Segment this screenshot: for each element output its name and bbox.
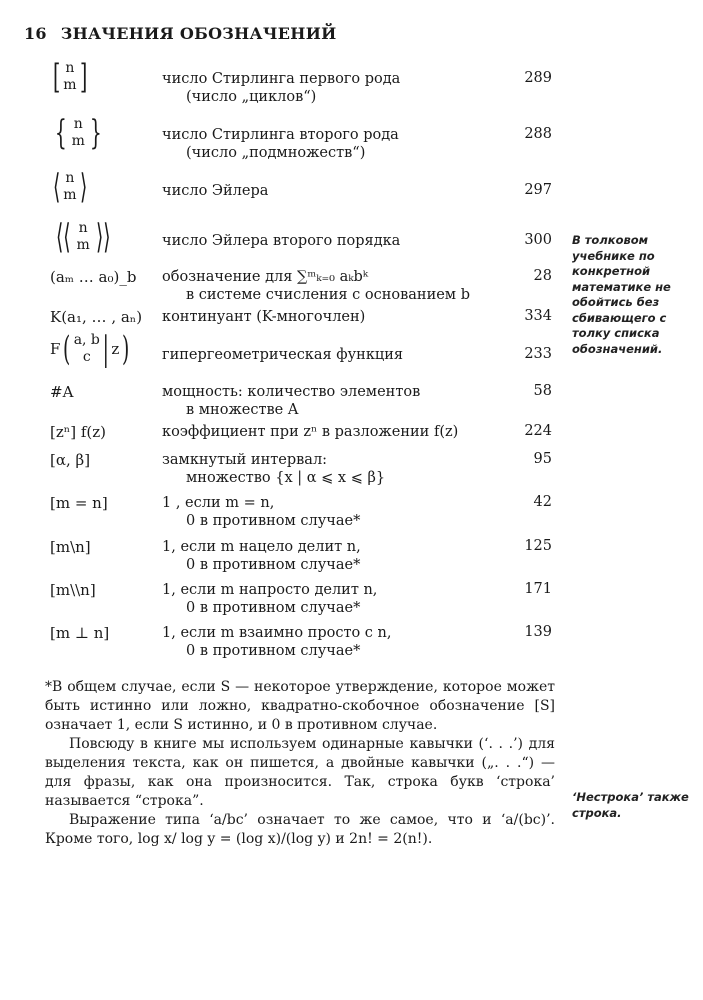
- entry-description: континуант (K-многочлен): [162, 309, 366, 325]
- entry-description: замкнутый интервал: множество {x | α ⩽ x ⩽ β}: [162, 452, 386, 486]
- symbol-stirling2: { n m }: [54, 113, 102, 153]
- symbol-radix: (aₘ … a₀)_b: [50, 268, 137, 286]
- page-header: [24, 24, 337, 43]
- entry-page-ref: 233: [524, 346, 552, 362]
- entry-page-ref: 171: [524, 581, 552, 597]
- symbol-divides: [m\n]: [50, 538, 91, 556]
- symbol-continuant: K(a₁, … , aₙ): [50, 308, 143, 326]
- paragraph-quotes: Повсюду в книге мы используем одинарные кавычки (‘. . .’) для выделения текста, как он пишется, а двойные кавычки („. . .“) — для фразы, как она произносится. Так, строка букв ‘строка’ называется “строка”.: [45, 736, 555, 809]
- entry-description: гипергеометрическая функция: [162, 347, 404, 363]
- entry-description: число Стирлинга первого рода (число „циклов“): [162, 71, 401, 105]
- entry-page-ref: 28: [533, 268, 552, 284]
- symbol-stirling1: [ n m]: [52, 57, 87, 97]
- entry-page-ref: 125: [524, 538, 552, 554]
- symbol-cardinality: #A: [50, 383, 74, 401]
- margin-note-nonstring: ‘Нестрока’ также строка.: [572, 790, 689, 820]
- entry-page-ref: 58: [533, 383, 552, 399]
- entry-description: 1, если m нацело делит n, 0 в противном случае*: [162, 539, 361, 573]
- entry-page-ref: 42: [533, 494, 552, 510]
- entry-page-ref: 139: [524, 624, 552, 640]
- margin-note-notation: В толковом учебнике по конкретной математике не обойтись без сбивающего с толку списка обозначений.: [572, 233, 671, 356]
- footnote-iverson: *В общем случае, если S — некоторое утверждение, которое может быть истинно или ложно, квадратно-скобочное обозначение [S] означает 1, если S истинно, и 0 в противном случае.: [45, 679, 555, 733]
- entry-page-ref: 288: [524, 126, 552, 142]
- entry-page-ref: 297: [524, 182, 552, 198]
- symbol-euler: ⟨ n m⟩: [52, 167, 87, 207]
- entry-description: 1, если m взаимно просто с n, 0 в противном случае*: [162, 625, 392, 659]
- symbol-iverson-eq: [m = n]: [50, 494, 108, 512]
- page-number: 16: [24, 24, 47, 43]
- symbol-hypergeometric: F( a, b c | z): [50, 329, 130, 369]
- symbol-coprime: [m ⊥ n]: [50, 624, 110, 642]
- symbol-exactly-divides: [m\\n]: [50, 581, 96, 599]
- entry-description: коэффициент при zⁿ в разложении f(z): [162, 424, 459, 440]
- symbol-coefficient: [zⁿ] f(z): [50, 423, 107, 441]
- entry-description: число Эйлера второго порядка: [162, 233, 401, 249]
- symbol-interval: [α, β]: [50, 451, 91, 469]
- entry-description: 1, если m напросто делит n, 0 в противном случае*: [162, 582, 378, 616]
- entry-page-ref: 95: [533, 451, 552, 467]
- entry-page-ref: 224: [524, 423, 552, 439]
- entry-page-ref: 334: [524, 308, 552, 324]
- entry-description: мощность: количество элементов в множестве A: [162, 384, 421, 418]
- entry-page-ref: 300: [524, 232, 552, 248]
- entry-description: число Эйлера: [162, 183, 269, 199]
- entry-page-ref: 289: [524, 70, 552, 86]
- entry-description: число Стирлинга второго рода (число „подмножеств“): [162, 127, 399, 161]
- paragraph-expressions: Выражение типа ‘a/bc’ означает то же самое, что и ‘a/(bc)’. Кроме того, log x/ log y = (log x)/(log y) и 2n! = 2(n!).: [45, 812, 555, 847]
- entry-description: обозначение для ∑ᵐₖ₌₀ aₖbᵏ в системе счисления с основанием b: [162, 269, 470, 303]
- symbol-euler2: ⟨⟨ n m ⟩⟩: [55, 217, 111, 257]
- entry-description: 1 , если m = n, 0 в противном случае*: [162, 495, 361, 529]
- footnote-block: [45, 678, 555, 849]
- page-title: ЗНАЧЕНИЯ ОБОЗНАЧЕНИЙ: [60, 24, 337, 43]
